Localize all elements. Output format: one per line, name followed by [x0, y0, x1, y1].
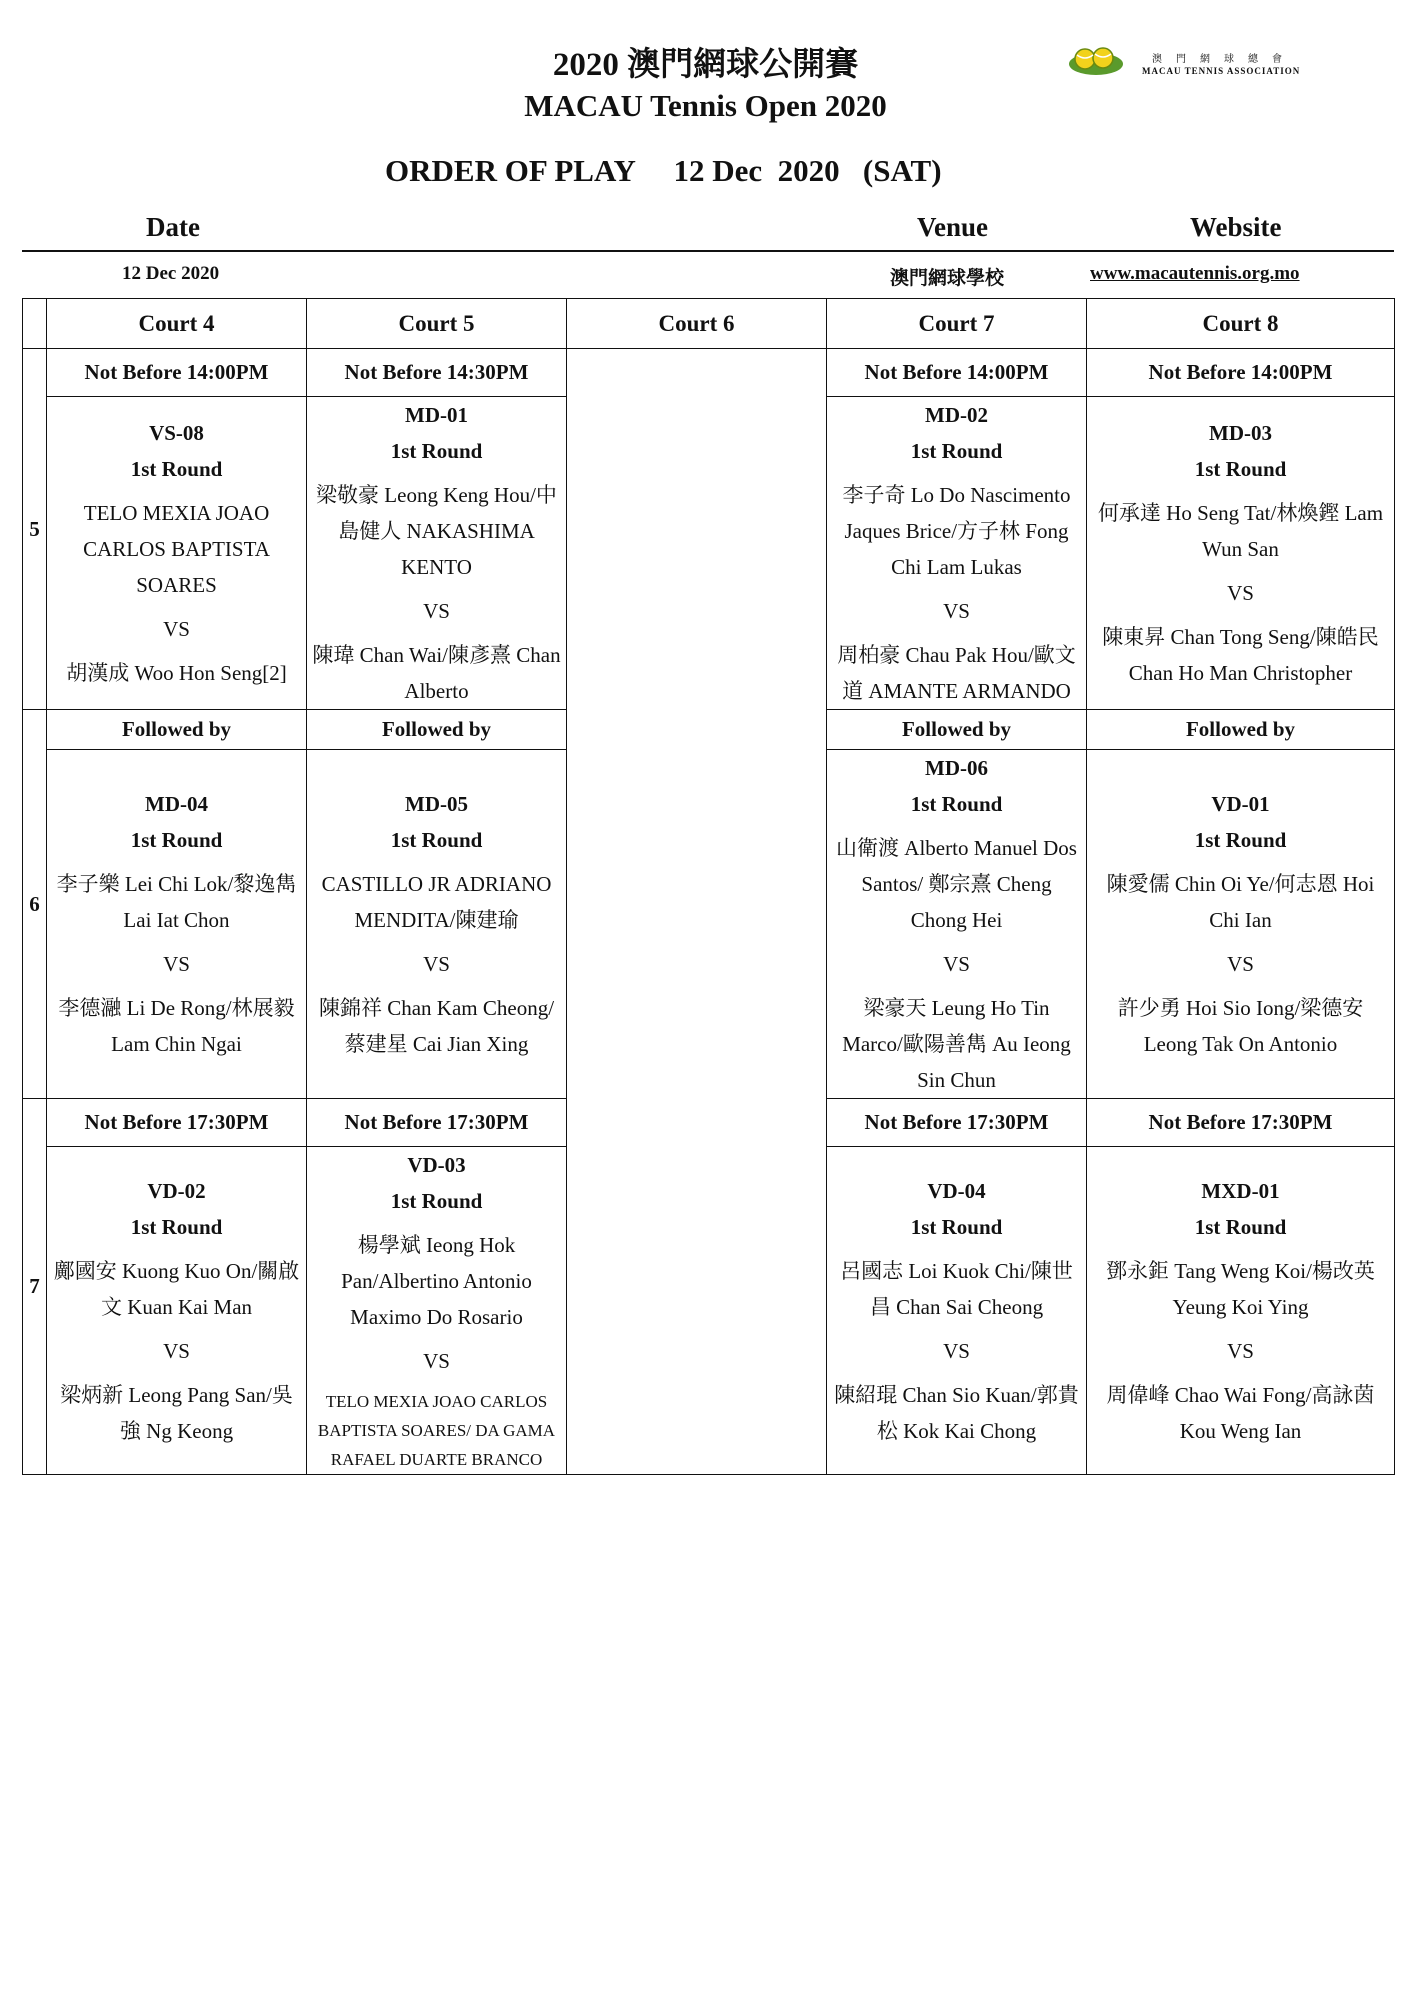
tennis-balls-logo-icon [1068, 44, 1124, 76]
court-5-header: Court 5 [307, 299, 567, 349]
website-header: Website [1190, 212, 1282, 242]
court-6-empty-cell [567, 1099, 827, 1475]
order-date: 12 Dec 2020 [673, 153, 840, 188]
player-pair-2: 周柏豪 Chau Pak Hou/歐文道 AMANTE ARMANDO [837, 643, 1076, 703]
player-pair-1: 何承達 Ho Seng Tat/林煥鏗 Lam Wun San [1097, 501, 1384, 561]
match-cell [47, 397, 307, 710]
logo-name-en: MACAU TENNIS ASSOCIATION [1142, 66, 1301, 76]
player-pair-1: 鄧永鉅 Tang Weng Koi/楊改英 Yeung Koi Ying [1106, 1258, 1375, 1319]
time-slot: Not Before 14:00PM [47, 349, 307, 397]
player-pair-1: 梁敬豪 Leong Keng Hou/中島健人 NAKASHIMA KENTO [316, 483, 557, 579]
player-pair-2: TELO MEXIA JOAO CARLOS BAPTISTA SOARES/ DA GAMA RAFAEL DUARTE BRANCO [317, 1392, 556, 1469]
player-pair-1: 李子奇 Lo Do Nascimento Jaques Brice/方子林 Fong Chi Lam Lukas [842, 483, 1071, 579]
court-4-header: Court 4 [47, 299, 307, 349]
block-number: 7 [23, 1099, 47, 1475]
court-6-empty-cell [567, 710, 827, 1099]
player-pair-2: 李德瀜 Li De Rong/林展毅 Lam Chin Ngai [58, 996, 295, 1056]
association-logo [1068, 44, 1338, 84]
match-cell [307, 397, 567, 710]
player-pair-2: 陳東昇 Chan Tong Seng/陳皓民 Chan Ho Man Christopher [1102, 625, 1379, 685]
versus-label: VS [163, 1338, 190, 1363]
spacer [831, 822, 1082, 830]
match-cell [307, 750, 567, 1099]
website-link[interactable]: www.macautennis.org.mo [1090, 263, 1300, 284]
match-cell [1087, 397, 1395, 710]
time-slot: Not Before 14:00PM [827, 349, 1087, 397]
header-rule [22, 250, 1394, 252]
versus-label: VS [1227, 1338, 1254, 1363]
match-cell [1087, 1147, 1395, 1475]
player-pair-2: 陳錦祥 Chan Kam Cheong/蔡建星 Cai Jian Xing [318, 996, 555, 1056]
player-pair-1: 陳愛儒 Chin Oi Ye/何志恩 Hoi Chi Ian [1106, 872, 1375, 932]
versus-label: VS [943, 599, 970, 623]
player-pair-1: TELO MEXIA JOAO CARLOS BAPTISTA SOARES [83, 501, 270, 597]
block-number: 6 [23, 710, 47, 1099]
block-time-row [23, 349, 1395, 397]
match-code: VD-04 [927, 1178, 986, 1203]
court-header-row [23, 299, 1395, 349]
match-round: 1st Round [910, 1214, 1003, 1239]
time-slot: Not Before 17:30PM [1087, 1099, 1395, 1147]
match-cell [1087, 750, 1395, 1099]
match-round: 1st Round [130, 457, 223, 481]
match-code: VD-01 [1211, 792, 1270, 816]
player-pair-1: CASTILLO JR ADRIANO MENDITA/陳建瑜 [321, 872, 552, 932]
venue-name: 澳門網球學校 [890, 268, 1005, 289]
court-6-empty-cell [567, 349, 827, 710]
spacer [831, 1245, 1082, 1253]
time-slot: Followed by [307, 710, 567, 750]
match-round: 1st Round [910, 792, 1003, 816]
block-time-row [23, 1099, 1395, 1147]
versus-label: VS [1227, 581, 1254, 605]
match-cell [307, 1147, 567, 1475]
time-slot: Not Before 14:30PM [307, 349, 567, 397]
versus-label: VS [423, 952, 450, 976]
match-code: MD-06 [925, 756, 988, 780]
spacer [51, 487, 302, 495]
match-code: MXD-01 [1201, 1178, 1280, 1203]
player-pair-2: 梁炳新 Leong Pang San/吳強 Ng Keong [60, 1382, 293, 1443]
spacer [311, 858, 562, 866]
title-english: MACAU Tennis Open 2020 [524, 88, 887, 123]
court-7-header: Court 7 [827, 299, 1087, 349]
versus-label: VS [1227, 952, 1254, 976]
order-of-play-heading [385, 153, 942, 189]
order-day: (SAT) [862, 153, 942, 188]
time-slot: Not Before 14:00PM [1087, 349, 1395, 397]
match-round: 1st Round [910, 439, 1003, 463]
time-slot: Followed by [1087, 710, 1395, 750]
spacer [51, 1245, 302, 1253]
time-slot: Followed by [827, 710, 1087, 750]
spacer [51, 858, 302, 866]
versus-label: VS [163, 617, 190, 641]
logo-name-cn: 澳門網球總會 [1152, 54, 1296, 65]
versus-label: VS [423, 599, 450, 623]
match-round: 1st Round [1194, 1214, 1287, 1239]
player-pair-1: 李子樂 Lei Chi Lok/黎逸雋 Lai Iat Chon [56, 872, 297, 932]
time-slot: Followed by [47, 710, 307, 750]
court-6-header: Court 6 [567, 299, 827, 349]
block-time-row [23, 710, 1395, 750]
match-cell [47, 1147, 307, 1475]
match-code: MD-03 [1209, 421, 1272, 445]
match-code: MD-04 [145, 792, 208, 816]
match-round: 1st Round [390, 828, 483, 852]
player-pair-2: 周偉峰 Chao Wai Fong/高詠茵 Kou Weng Ian [1106, 1382, 1375, 1443]
time-slot: Not Before 17:30PM [47, 1099, 307, 1147]
order-of-play-table [22, 298, 1395, 1475]
corner-cell [23, 299, 47, 349]
player-pair-1: 楊學斌 Ieong Hok Pan/Albertino Antonio Maximo Do Rosario [341, 1233, 532, 1329]
spacer [311, 469, 562, 477]
match-cell [47, 750, 307, 1099]
versus-label: VS [423, 1349, 450, 1373]
player-pair-1: 呂國志 Loi Kuok Chi/陳世昌 Chan Sai Cheong [840, 1258, 1073, 1319]
spacer [1091, 1245, 1390, 1253]
player-pair-2: 梁豪天 Leung Ho Tin Marco/歐陽善雋 Au Ieong Sin Chun [842, 996, 1071, 1092]
match-code: VD-02 [147, 1178, 206, 1203]
spacer [831, 469, 1082, 477]
court-8-header: Court 8 [1087, 299, 1395, 349]
block-number: 5 [23, 349, 47, 710]
spacer [1091, 487, 1390, 495]
player-pair-2: 陳紹琨 Chan Sio Kuan/郭貴松 Kok Kai Chong [834, 1382, 1079, 1443]
time-slot: Not Before 17:30PM [307, 1099, 567, 1147]
title-chinese: 2020 澳門網球公開賽 [552, 47, 859, 83]
match-cell [827, 397, 1087, 710]
time-slot: Not Before 17:30PM [827, 1099, 1087, 1147]
match-cell [827, 750, 1087, 1099]
match-code: MD-05 [405, 792, 468, 816]
spacer [1091, 858, 1390, 866]
match-round: 1st Round [390, 439, 483, 463]
match-code: VS-08 [149, 421, 204, 445]
match-cell [827, 1147, 1087, 1475]
match-round: 1st Round [130, 1214, 223, 1239]
player-pair-2: 胡漢成 Woo Hon Seng[2] [66, 661, 287, 685]
versus-label: VS [163, 952, 190, 976]
versus-label: VS [943, 1338, 970, 1363]
player-pair-2: 許少勇 Hoi Sio Iong/梁德安 Leong Tak On Antonio [1117, 996, 1364, 1056]
player-pair-1: 鄺國安 Kuong Kuo On/關啟文 Kuan Kai Man [53, 1258, 300, 1319]
player-pair-1: 山衛渡 Alberto Manuel Dos Santos/ 鄭宗熹 Cheng Chong Hei [836, 836, 1077, 932]
player-pair-2: 陳瑋 Chan Wai/陳彥熹 Chan Alberto [312, 643, 561, 703]
versus-label: VS [943, 952, 970, 976]
match-code: VD-03 [407, 1153, 466, 1177]
event-date: 12 Dec 2020 [122, 263, 220, 284]
spacer [311, 1219, 562, 1227]
match-round: 1st Round [130, 828, 223, 852]
match-round: 1st Round [1194, 457, 1287, 481]
match-code: MD-02 [925, 403, 988, 427]
date-header: Date [146, 212, 200, 242]
order-label: ORDER OF PLAY [385, 153, 635, 188]
match-round: 1st Round [390, 1189, 483, 1213]
match-round: 1st Round [1194, 828, 1287, 852]
venue-header: Venue [917, 212, 989, 242]
match-code: MD-01 [405, 403, 468, 427]
